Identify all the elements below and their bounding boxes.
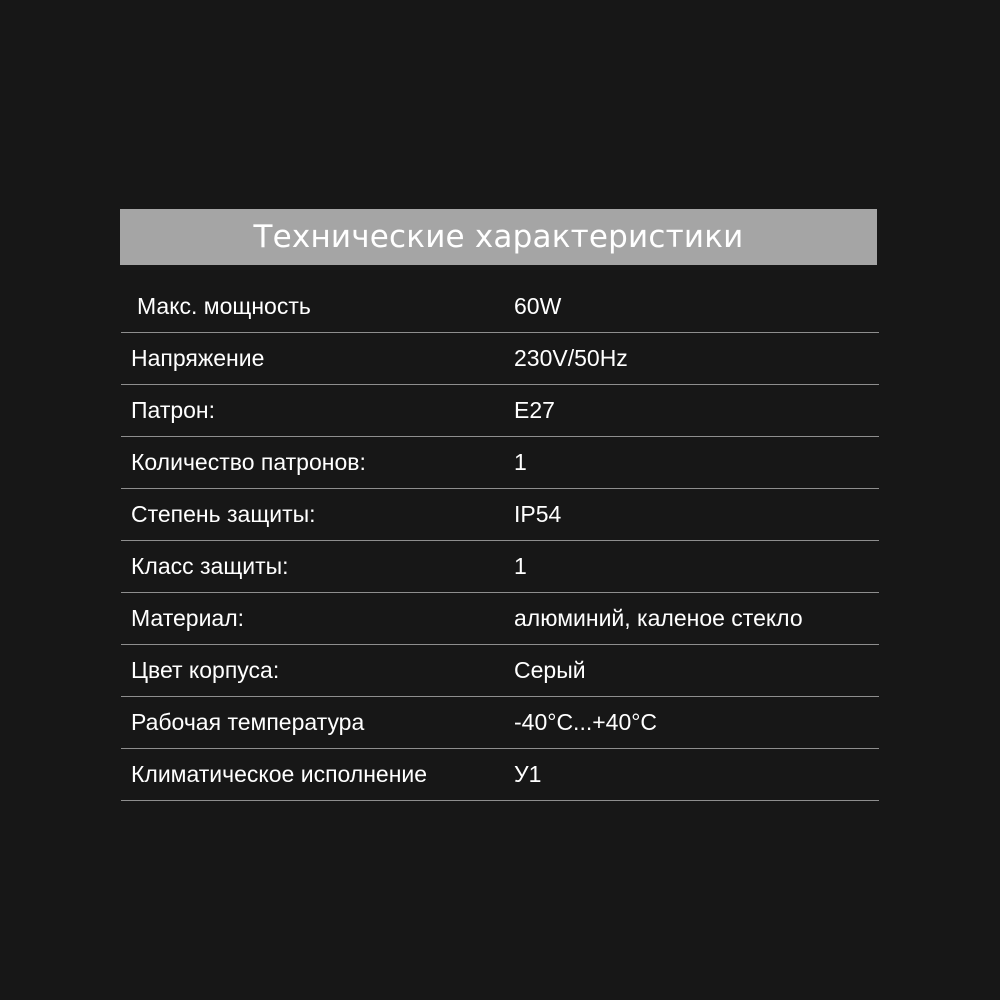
spec-row bbox=[121, 541, 879, 593]
spec-value: алюминий, каленое стекло bbox=[514, 605, 803, 631]
spec-label: Степень защиты: bbox=[131, 501, 316, 527]
spec-row bbox=[121, 281, 879, 333]
spec-row bbox=[121, 645, 879, 697]
spec-label: Материал: bbox=[131, 605, 245, 631]
spec-value: 60W bbox=[514, 293, 562, 319]
spec-header-title: Технические характеристики bbox=[253, 218, 744, 255]
spec-label: Рабочая температура bbox=[131, 709, 365, 735]
spec-label: Климатическое исполнение bbox=[131, 761, 428, 787]
spec-row bbox=[121, 749, 879, 801]
spec-row bbox=[121, 385, 879, 437]
spec-row bbox=[121, 437, 879, 489]
spec-value: 1 bbox=[514, 449, 527, 475]
spec-row bbox=[121, 489, 879, 541]
spec-value: У1 bbox=[514, 761, 542, 787]
spec-label: Цвет корпуса: bbox=[131, 657, 280, 683]
spec-value: E27 bbox=[514, 397, 555, 423]
spec-row bbox=[121, 593, 879, 645]
spec-label: Напряжение bbox=[131, 345, 265, 371]
spec-table bbox=[121, 281, 879, 801]
spec-label: Макс. мощность bbox=[137, 293, 311, 319]
spec-row bbox=[121, 333, 879, 385]
spec-header-bar bbox=[120, 209, 877, 265]
spec-row bbox=[121, 697, 879, 749]
spec-value: Серый bbox=[514, 657, 586, 683]
spec-label: Количество патронов: bbox=[131, 449, 366, 475]
spec-label: Класс защиты: bbox=[131, 553, 289, 579]
spec-value: IP54 bbox=[514, 501, 562, 527]
spec-value: 230V/50Hz bbox=[514, 345, 628, 371]
spec-value: -40°С...+40°С bbox=[514, 709, 658, 735]
spec-label: Патрон: bbox=[131, 397, 216, 423]
spec-value: 1 bbox=[514, 553, 527, 579]
